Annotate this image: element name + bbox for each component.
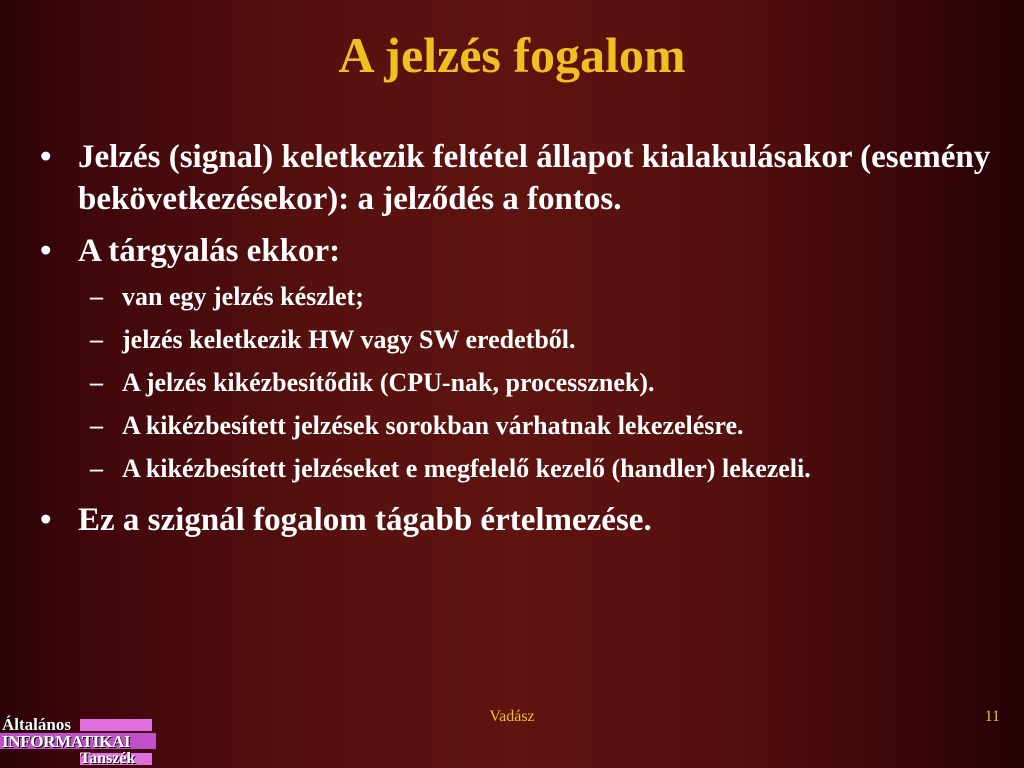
bullet-item: [40, 136, 1000, 220]
bullet-text: A tárgyalás ekkor:: [78, 233, 341, 269]
sub-bullet-text: A kikézbesített jelzéseket e megfelelő kezelő (handler) lekezeli.: [122, 454, 811, 483]
department-logo: [0, 715, 156, 768]
sub-bullet-item: [40, 323, 1000, 356]
sub-bullet-text: van egy jelzés készlet;: [122, 282, 364, 311]
bullet-text: Jelzés (signal) keletkezik feltétel állapot kialakulásakor (esemény bekövetkezésekor): a jelződés a fontos.: [78, 139, 991, 217]
sub-bullet-text: A kikézbesített jelzések sorokban várhatnak lekezelésre.: [122, 411, 744, 440]
sub-bullet-text: jelzés keletkezik HW vagy SW eredetből.: [122, 325, 576, 354]
bullet-icon: •: [40, 502, 52, 538]
logo-text-line3: Tanszék: [80, 750, 136, 767]
page-number: 11: [984, 708, 1000, 725]
dash-icon: –: [90, 282, 103, 311]
bullet-item: [40, 499, 1000, 541]
bullet-icon: •: [40, 233, 52, 269]
sub-bullet-text: A jelzés kikézbesítődik (CPU-nak, processznek).: [122, 368, 655, 397]
sub-bullet-list: [40, 280, 1000, 485]
slide-title: A jelzés fogalom: [338, 27, 686, 83]
dash-icon: –: [90, 325, 103, 354]
logo-bar: [80, 719, 152, 731]
logo-text-line2: INFORMATIKAI: [2, 732, 131, 751]
sub-bullet-item: [40, 452, 1000, 485]
sub-bullet-item: [40, 366, 1000, 399]
slide-content: [40, 136, 1000, 551]
dash-icon: –: [90, 411, 103, 440]
bullet-text: Ez a szignál fogalom tágabb értelmezése.: [78, 502, 652, 538]
dash-icon: –: [90, 454, 103, 483]
logo-text-line1: Általános: [2, 715, 71, 734]
bullet-item: [40, 230, 1000, 272]
sub-bullet-item: [40, 409, 1000, 442]
dash-icon: –: [90, 368, 103, 397]
footer-author: Vadász: [489, 708, 535, 725]
bullet-icon: •: [40, 139, 52, 175]
sub-bullet-item: [40, 280, 1000, 313]
